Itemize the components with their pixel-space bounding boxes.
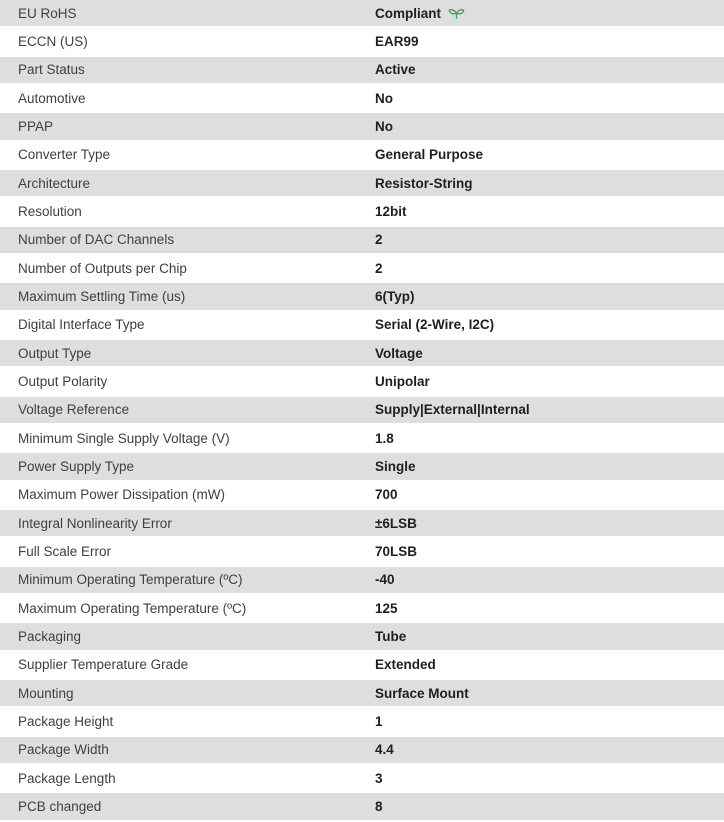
spec-row — [0, 57, 724, 85]
spec-row — [0, 737, 724, 765]
spec-label: Package Width — [18, 742, 109, 758]
spec-label: Mounting — [18, 685, 74, 701]
spec-row — [0, 765, 724, 793]
spec-row — [0, 680, 724, 708]
spec-row — [0, 0, 724, 28]
spec-label: Number of DAC Channels — [18, 232, 175, 248]
spec-label: Voltage Reference — [18, 402, 130, 418]
spec-value: 8 — [375, 798, 383, 814]
spec-label: Full Scale Error — [18, 543, 112, 559]
spec-row — [0, 340, 724, 368]
spec-value: -40 — [375, 572, 395, 588]
spec-label: Maximum Operating Temperature (ºC) — [18, 600, 247, 616]
spec-label: EU RoHS — [18, 5, 77, 21]
spec-label: Converter Type — [18, 147, 111, 163]
spec-row — [0, 567, 724, 595]
spec-value: 4.4 — [375, 742, 394, 758]
spec-label: PPAP — [18, 118, 54, 134]
spec-row — [0, 708, 724, 736]
spec-label: Digital Interface Type — [18, 317, 145, 333]
spec-label: Package Height — [18, 713, 114, 729]
spec-value: 700 — [375, 487, 398, 503]
spec-row — [0, 283, 724, 311]
spec-label: Architecture — [18, 175, 91, 191]
spec-label: Integral Nonlinearity Error — [18, 515, 172, 531]
spec-row — [0, 397, 724, 425]
spec-value: 1 — [375, 713, 383, 729]
spec-value: 125 — [375, 600, 398, 616]
spec-value: Supply|External|Internal — [375, 402, 530, 418]
spec-row — [0, 453, 724, 481]
spec-value: Voltage — [375, 345, 423, 361]
spec-row — [0, 482, 724, 510]
spec-label: Part Status — [18, 62, 85, 78]
spec-value: 2 — [375, 232, 383, 248]
spec-value: Surface Mount — [375, 685, 469, 701]
spec-label: Automotive — [18, 90, 86, 106]
spec-value: Active — [375, 62, 416, 78]
spec-value: No — [375, 90, 393, 106]
spec-row — [0, 368, 724, 396]
spec-value: Tube — [375, 628, 407, 644]
spec-label: PCB changed — [18, 798, 102, 814]
spec-row — [0, 255, 724, 283]
spec-label: Package Length — [18, 770, 116, 786]
spec-row — [0, 425, 724, 453]
spec-row — [0, 312, 724, 340]
spec-row — [0, 198, 724, 226]
spec-value: Compliant — [375, 5, 441, 21]
spec-row — [0, 793, 724, 821]
spec-value: ±6LSB — [375, 515, 417, 531]
spec-row — [0, 85, 724, 113]
leaf-icon — [448, 6, 465, 20]
spec-row — [0, 113, 724, 141]
spec-value: 12bit — [375, 203, 407, 219]
spec-value: Extended — [375, 657, 436, 673]
spec-value: 2 — [375, 260, 383, 276]
spec-label: Output Type — [18, 345, 92, 361]
spec-row — [0, 227, 724, 255]
spec-row — [0, 623, 724, 651]
spec-label: Maximum Power Dissipation (mW) — [18, 487, 226, 503]
spec-label: Maximum Settling Time (us) — [18, 288, 186, 304]
spec-value: Single — [375, 458, 416, 474]
spec-label: Packaging — [18, 628, 82, 644]
spec-label: Resolution — [18, 203, 82, 219]
spec-label: Output Polarity — [18, 373, 108, 389]
spec-row — [0, 510, 724, 538]
spec-value: 6(Typ) — [375, 288, 415, 304]
spec-label: ECCN (US) — [18, 33, 88, 49]
spec-row — [0, 595, 724, 623]
spec-value: 1.8 — [375, 430, 394, 446]
spec-label: Minimum Single Supply Voltage (V) — [18, 430, 230, 446]
spec-row — [0, 28, 724, 56]
spec-row — [0, 142, 724, 170]
spec-row — [0, 652, 724, 680]
spec-value: Unipolar — [375, 373, 430, 389]
spec-label: Number of Outputs per Chip — [18, 260, 187, 276]
spec-value: 3 — [375, 770, 383, 786]
spec-value: General Purpose — [375, 147, 484, 163]
spec-value: EAR99 — [375, 33, 419, 49]
spec-label: Minimum Operating Temperature (ºC) — [18, 572, 243, 588]
spec-row — [0, 538, 724, 566]
spec-label: Power Supply Type — [18, 458, 135, 474]
spec-value: 70LSB — [375, 543, 418, 559]
spec-value: No — [375, 118, 393, 134]
spec-value: Resistor-String — [375, 175, 473, 191]
spec-label: Supplier Temperature Grade — [18, 657, 189, 673]
spec-row — [0, 170, 724, 198]
spec-value: Serial (2-Wire, I2C) — [375, 317, 495, 333]
